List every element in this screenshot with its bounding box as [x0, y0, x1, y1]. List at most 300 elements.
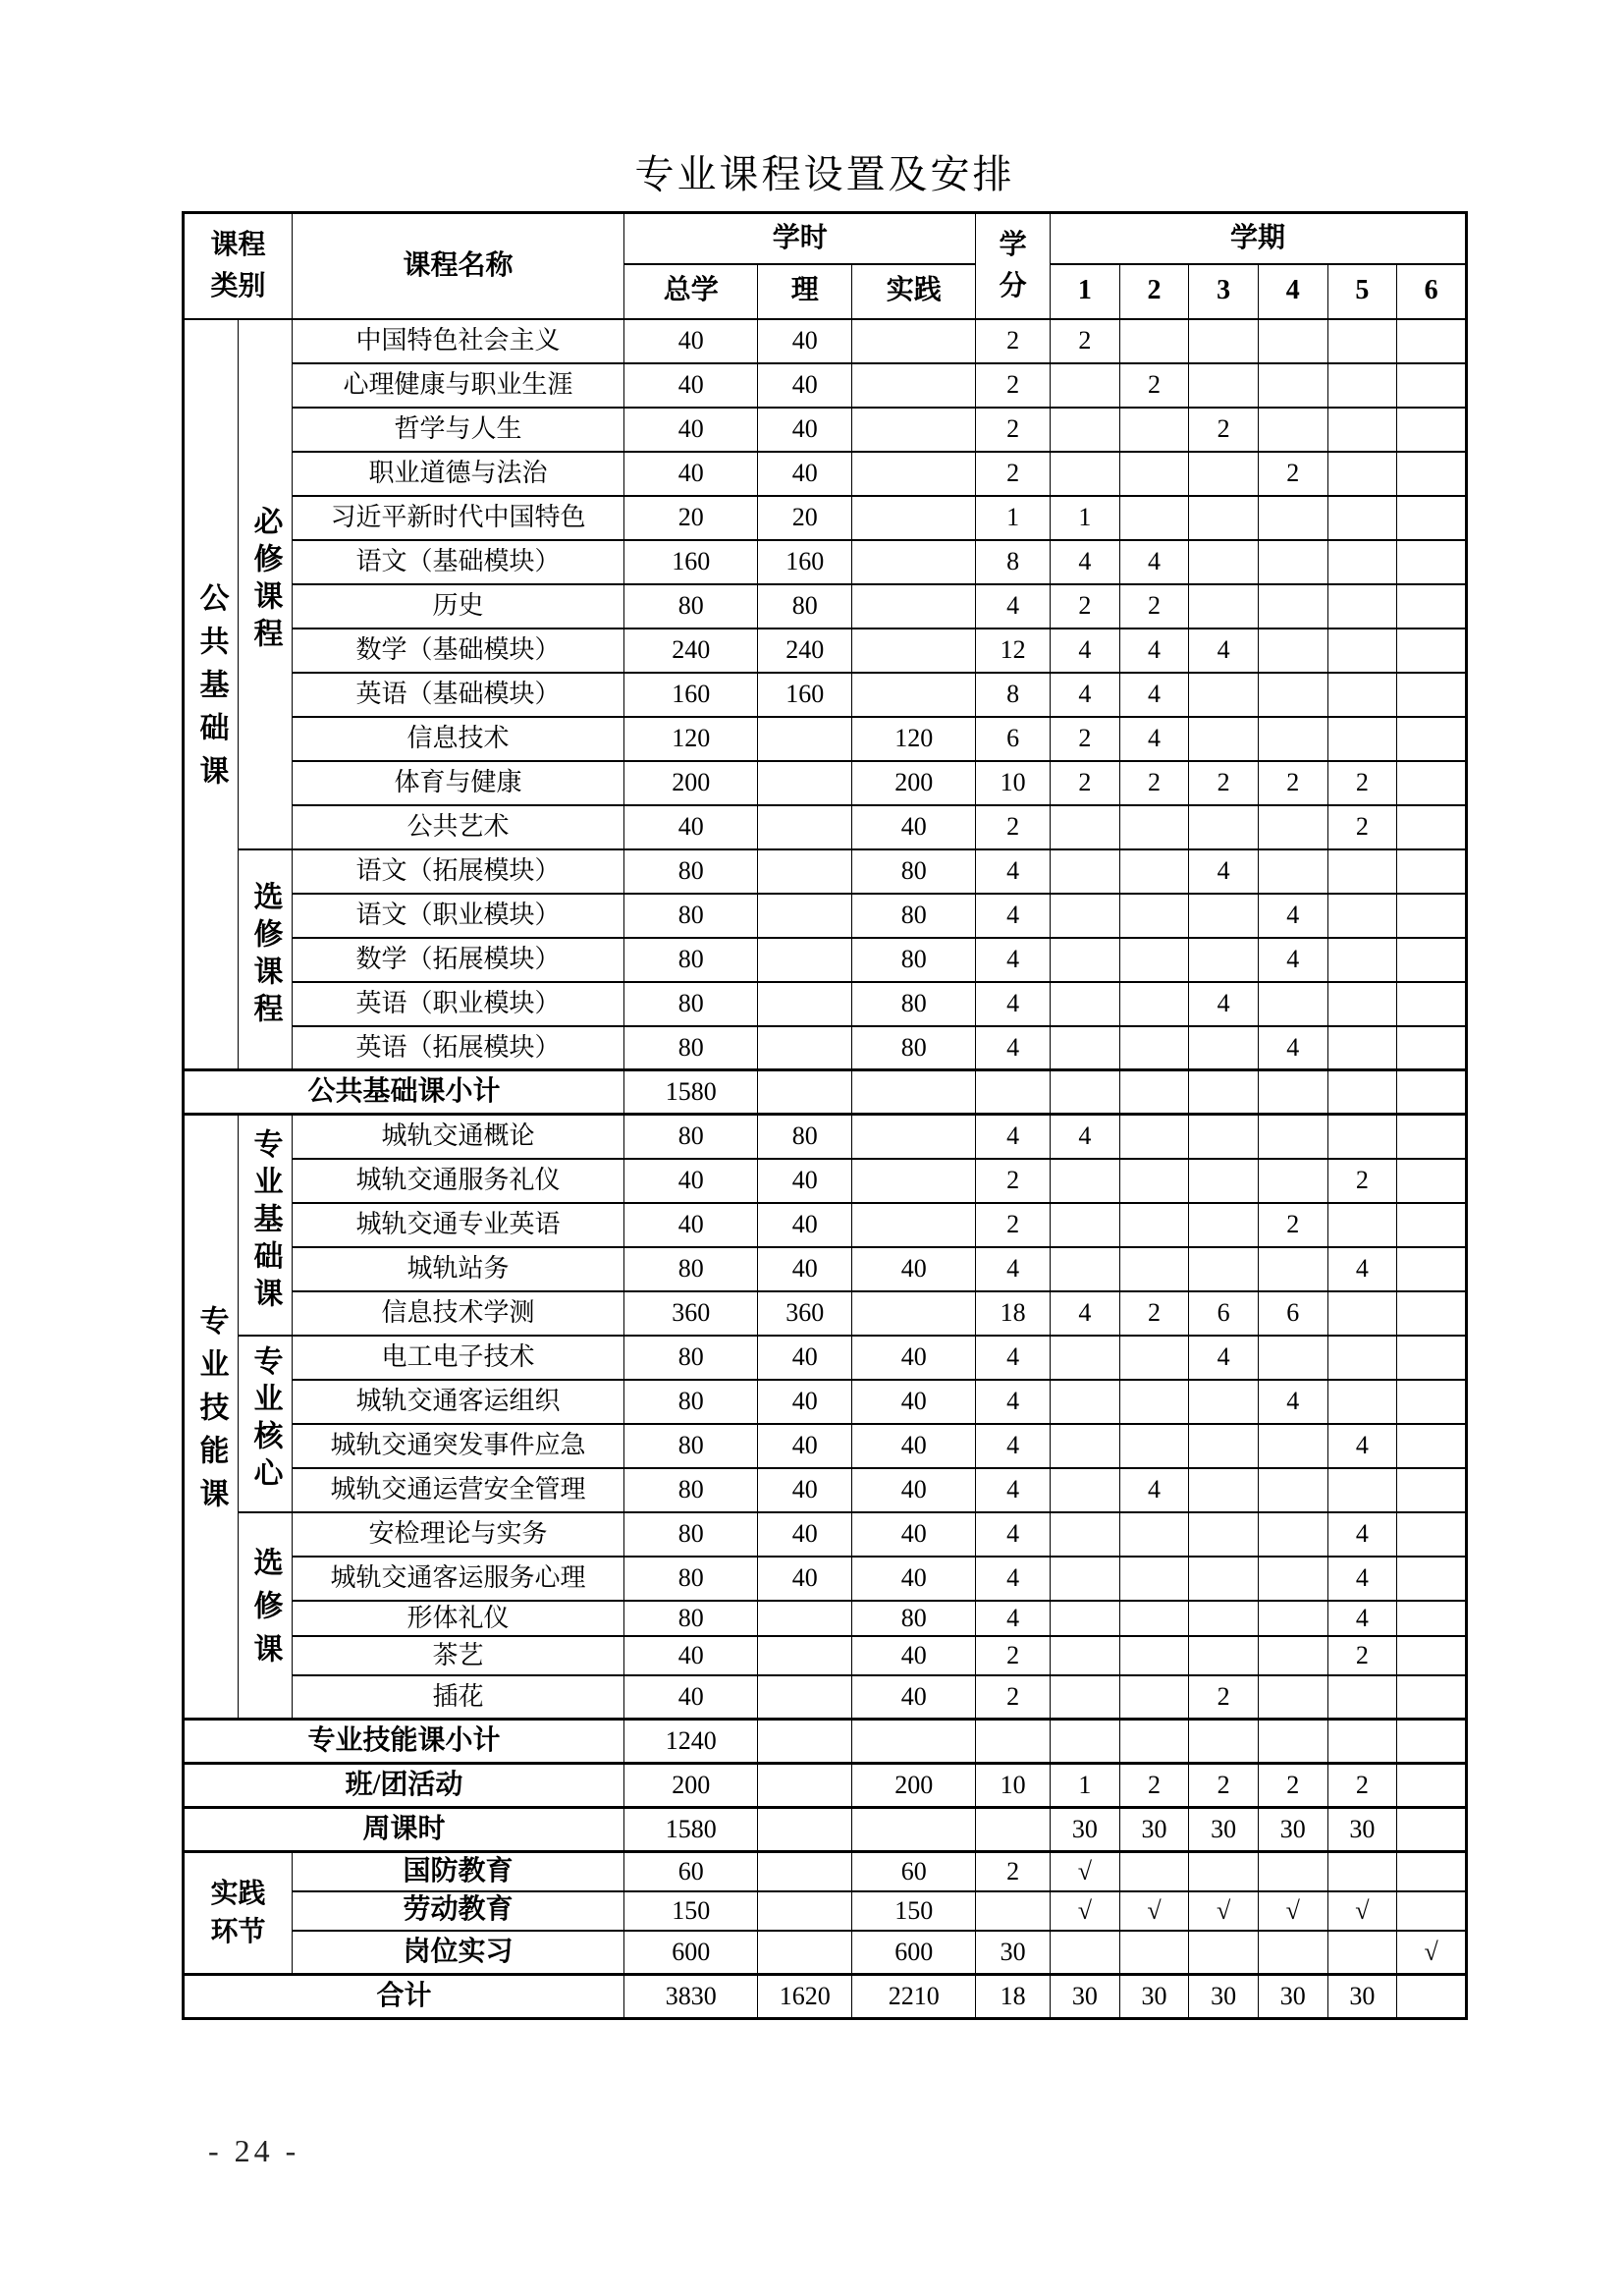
cell: 600: [624, 1931, 758, 1975]
header-sem-3: 3: [1189, 264, 1259, 319]
cell: 200: [852, 761, 976, 805]
cell: 80: [624, 982, 758, 1026]
cell: [1397, 452, 1467, 496]
cell: [758, 982, 852, 1026]
course-name-cell: 劳动教育: [293, 1891, 624, 1931]
course-name-cell: 英语（基础模块）: [293, 673, 624, 717]
cell: 200: [624, 1764, 758, 1808]
group-skill-label: [184, 1115, 239, 1720]
cell: 4: [1327, 1424, 1397, 1468]
cell: [758, 1601, 852, 1636]
cell: [1119, 1557, 1189, 1601]
row-label: 班/团活动: [184, 1764, 624, 1808]
table-row: [184, 1424, 1467, 1468]
course-name-cell: 茶艺: [293, 1636, 624, 1675]
cell: [976, 1070, 1051, 1115]
cell: 4: [976, 1468, 1051, 1512]
table-row: [184, 1601, 1467, 1636]
cell: 2: [976, 363, 1051, 408]
header-sem-6: 6: [1397, 264, 1467, 319]
cell: 2: [1327, 1636, 1397, 1675]
cell: √: [1327, 1891, 1397, 1931]
group-label-text: 公共基础课: [194, 582, 228, 799]
course-name-cell: 城轨交通客运服务心理: [293, 1557, 624, 1601]
cell: [1327, 1380, 1397, 1424]
course-name-cell: 城轨交通客运组织: [293, 1380, 624, 1424]
cell: [1119, 1115, 1189, 1159]
cell: 40: [852, 1424, 976, 1468]
subtotal-label: 专业技能课小计: [184, 1720, 624, 1764]
cell: 40: [624, 319, 758, 363]
cell: [1397, 805, 1467, 849]
cell: 4: [1119, 629, 1189, 673]
cell: [1327, 1070, 1397, 1115]
cell: 80: [624, 1336, 758, 1380]
cell: 2: [976, 319, 1051, 363]
cell: 30: [1119, 1808, 1189, 1852]
cell: 80: [852, 1026, 976, 1070]
cell: [1258, 363, 1327, 408]
cell: 4: [1189, 849, 1259, 894]
cell: [1397, 1203, 1467, 1247]
cell: [1327, 1720, 1397, 1764]
cell: [1119, 1336, 1189, 1380]
cell: [1397, 1026, 1467, 1070]
cell: [1327, 849, 1397, 894]
header-semester: 学期: [1051, 213, 1467, 264]
cell: [1397, 363, 1467, 408]
table-row: [184, 805, 1467, 849]
cell: [852, 1159, 976, 1203]
table-row: [184, 629, 1467, 673]
cell: [1327, 1852, 1397, 1891]
cell: 30: [1119, 1975, 1189, 2019]
cell: [1189, 1115, 1259, 1159]
cell: [758, 1675, 852, 1720]
cell: [1189, 1026, 1259, 1070]
cell: 40: [758, 1203, 852, 1247]
cell: 2: [1327, 761, 1397, 805]
table-row: [184, 1336, 1467, 1380]
cell: [1397, 584, 1467, 629]
cell: 2: [976, 1852, 1051, 1891]
cell: 40: [852, 1247, 976, 1291]
cell: 40: [852, 805, 976, 849]
cell: [852, 673, 976, 717]
cell: 4: [976, 1601, 1051, 1636]
cell: 4: [1051, 1115, 1120, 1159]
cell: 40: [624, 1203, 758, 1247]
course-name-cell: 形体礼仪: [293, 1601, 624, 1636]
cell: [1051, 1636, 1120, 1675]
total-row: [184, 1975, 1467, 2019]
cell: [1119, 1203, 1189, 1247]
cell: 4: [976, 1424, 1051, 1468]
cell: [1119, 1159, 1189, 1203]
cell: √: [1119, 1891, 1189, 1931]
cell: [1258, 1247, 1327, 1291]
cell: [1258, 540, 1327, 584]
group-label-text: 专业基础课: [248, 1127, 282, 1315]
cell: 40: [758, 1380, 852, 1424]
cell: [852, 452, 976, 496]
cell: 2: [1051, 717, 1120, 761]
cell: 4: [976, 1247, 1051, 1291]
table-row: [184, 1203, 1467, 1247]
cell: [976, 1808, 1051, 1852]
cell: [1051, 1203, 1120, 1247]
cell: 4: [1119, 540, 1189, 584]
table-row: [184, 1852, 1467, 1891]
cell: [1397, 1891, 1467, 1931]
cell: 2: [1119, 363, 1189, 408]
cell: [1189, 319, 1259, 363]
header-sem-2: 2: [1119, 264, 1189, 319]
cell: [1189, 1247, 1259, 1291]
cell: [1397, 1675, 1467, 1720]
cell: [1189, 1720, 1259, 1764]
curriculum-table: [182, 211, 1468, 2020]
table-row: [184, 408, 1467, 452]
cell: 40: [624, 452, 758, 496]
cell: [1397, 1557, 1467, 1601]
cell: [1397, 1115, 1467, 1159]
cell: [1397, 319, 1467, 363]
cell: 4: [1258, 894, 1327, 938]
cell: 1: [976, 496, 1051, 540]
cell: 4: [1119, 1468, 1189, 1512]
cell: [1051, 1675, 1120, 1720]
table-row: [184, 1931, 1467, 1975]
cell: [1051, 452, 1120, 496]
course-name-cell: 城轨站务: [293, 1247, 624, 1291]
course-name-cell: 城轨交通专业英语: [293, 1203, 624, 1247]
table-row: [184, 452, 1467, 496]
course-name-cell: 职业道德与法治: [293, 452, 624, 496]
cell: [852, 629, 976, 673]
cell: [976, 1720, 1051, 1764]
cell: [1258, 496, 1327, 540]
subtotal-label: 公共基础课小计: [184, 1070, 624, 1115]
cell: [852, 319, 976, 363]
cell: 4: [1051, 629, 1120, 673]
cell: 4: [1189, 629, 1259, 673]
cell: [1397, 849, 1467, 894]
cell: [1189, 1557, 1259, 1601]
table-row: [184, 982, 1467, 1026]
course-name-cell: 安检理论与实务: [293, 1512, 624, 1557]
cell: 30: [1327, 1975, 1397, 2019]
cell: [1258, 1557, 1327, 1601]
cell: [1258, 805, 1327, 849]
course-name-cell: 英语（拓展模块）: [293, 1026, 624, 1070]
cell: [1189, 1512, 1259, 1557]
cell: [1397, 1636, 1467, 1675]
cell: [758, 894, 852, 938]
course-name-cell: 语文（职业模块）: [293, 894, 624, 938]
table-row: [184, 1512, 1467, 1557]
cell: [1258, 319, 1327, 363]
cell: [1258, 982, 1327, 1026]
cell: [1327, 894, 1397, 938]
cell: 40: [852, 1636, 976, 1675]
cell: 2: [1119, 1291, 1189, 1336]
cell: [1258, 1159, 1327, 1203]
cell: 40: [624, 805, 758, 849]
course-name-cell: 心理健康与职业生涯: [293, 363, 624, 408]
cell: 80: [624, 894, 758, 938]
cell: [852, 540, 976, 584]
cell: 40: [852, 1512, 976, 1557]
cell: 40: [758, 1159, 852, 1203]
cell: √: [1051, 1852, 1120, 1891]
cell: [1119, 1931, 1189, 1975]
cell: 40: [758, 1512, 852, 1557]
cell: 2: [1258, 761, 1327, 805]
cell: 150: [624, 1891, 758, 1931]
group-label-text: 选修课: [248, 1547, 282, 1677]
table-row: [184, 673, 1467, 717]
cell: [852, 1808, 976, 1852]
cell: [1119, 1026, 1189, 1070]
cell: 4: [976, 1512, 1051, 1557]
cell: [1397, 1291, 1467, 1336]
cell: [1189, 717, 1259, 761]
cell: [1051, 849, 1120, 894]
cell: 10: [976, 761, 1051, 805]
cell: 120: [624, 717, 758, 761]
cell: [1189, 1380, 1259, 1424]
cell: [852, 1291, 976, 1336]
table-row: [184, 849, 1467, 894]
cell: 80: [852, 1601, 976, 1636]
cell: 4: [976, 1026, 1051, 1070]
cell: [1189, 1636, 1259, 1675]
cell: 80: [624, 849, 758, 894]
course-name-cell: 信息技术: [293, 717, 624, 761]
course-name-cell: 中国特色社会主义: [293, 319, 624, 363]
cell: √: [1397, 1931, 1467, 1975]
header-hours: 学时: [624, 213, 976, 264]
cell: [1327, 540, 1397, 584]
course-name-cell: 公共艺术: [293, 805, 624, 849]
cell: 80: [852, 849, 976, 894]
cell: [1397, 1852, 1467, 1891]
cell: [1327, 1203, 1397, 1247]
cell: 2: [1327, 805, 1397, 849]
cell: [1327, 452, 1397, 496]
cell: 80: [758, 1115, 852, 1159]
cell: [1397, 1468, 1467, 1512]
group-skill-core-label: [238, 1336, 293, 1512]
cell: 2: [1327, 1764, 1397, 1808]
cell: [1327, 363, 1397, 408]
cell: [1327, 1115, 1397, 1159]
cell: 30: [976, 1931, 1051, 1975]
cell: [1258, 673, 1327, 717]
course-name-cell: 国防教育: [293, 1852, 624, 1891]
cell: [1397, 1975, 1467, 2019]
cell: 2: [1327, 1159, 1397, 1203]
table-row: [184, 717, 1467, 761]
cell: [852, 363, 976, 408]
table-row: [184, 1636, 1467, 1675]
course-name-cell: 信息技术学测: [293, 1291, 624, 1336]
cell: 2: [976, 1159, 1051, 1203]
cell: [1327, 629, 1397, 673]
cell: 2: [1189, 761, 1259, 805]
cell: [1189, 673, 1259, 717]
table-row: [184, 540, 1467, 584]
cell: [1189, 540, 1259, 584]
table-row: [184, 319, 1467, 363]
cell: [758, 1636, 852, 1675]
cell: [1327, 496, 1397, 540]
cell: 40: [758, 319, 852, 363]
cell: 4: [1051, 673, 1120, 717]
cell: 40: [758, 1424, 852, 1468]
group-skill-base-label: [238, 1115, 293, 1336]
cell: 40: [624, 1159, 758, 1203]
cell: [1051, 1931, 1120, 1975]
cell: 40: [852, 1380, 976, 1424]
cell: [1397, 1380, 1467, 1424]
course-name-cell: 城轨交通突发事件应急: [293, 1424, 624, 1468]
cell: [1258, 1720, 1327, 1764]
cell: [758, 849, 852, 894]
cell: [852, 408, 976, 452]
course-name-cell: 哲学与人生: [293, 408, 624, 452]
cell: 4: [1258, 1026, 1327, 1070]
cell: 80: [624, 1026, 758, 1070]
cell: [1051, 805, 1120, 849]
cell: [758, 1808, 852, 1852]
cell: 200: [852, 1764, 976, 1808]
course-name-cell: 英语（职业模块）: [293, 982, 624, 1026]
cell: [1051, 1247, 1120, 1291]
table-row: [184, 1159, 1467, 1203]
subtotal-row-public: [184, 1070, 1467, 1115]
cell: [1327, 1026, 1397, 1070]
cell: [1189, 1203, 1259, 1247]
cell: [1397, 1070, 1467, 1115]
group-label-text: 实践环节: [210, 1878, 266, 1947]
cell: [1119, 452, 1189, 496]
cell: 360: [758, 1291, 852, 1336]
cell: [1119, 1675, 1189, 1720]
table-row: [184, 496, 1467, 540]
cell: 4: [1119, 673, 1189, 717]
cell: 40: [624, 408, 758, 452]
cell: [852, 584, 976, 629]
cell: 4: [1258, 1380, 1327, 1424]
cell: [1258, 717, 1327, 761]
cell: [1397, 894, 1467, 938]
header-credits-label: 学分: [999, 229, 1027, 301]
cell: [1258, 1115, 1327, 1159]
cell: [1189, 584, 1259, 629]
cell: 40: [852, 1557, 976, 1601]
cell: √: [1189, 1891, 1259, 1931]
cell: 30: [1258, 1975, 1327, 2019]
header-row-1: [184, 213, 1467, 264]
cell: 150: [852, 1891, 976, 1931]
table-row: [184, 1557, 1467, 1601]
cell: 80: [758, 584, 852, 629]
cell: 80: [852, 982, 976, 1026]
cell: [1051, 363, 1120, 408]
cell: [1397, 1247, 1467, 1291]
cell: [1397, 1808, 1467, 1852]
cell: 4: [976, 938, 1051, 982]
cell: 1620: [758, 1975, 852, 2019]
cell: 40: [624, 363, 758, 408]
cell: √: [1051, 1891, 1120, 1931]
cell: [1051, 982, 1120, 1026]
cell: 4: [976, 1336, 1051, 1380]
cell: [758, 1931, 852, 1975]
cell: [1051, 1070, 1120, 1115]
subtotal-row-skill: [184, 1720, 1467, 1764]
cell: 8: [976, 540, 1051, 584]
cell: [1051, 894, 1120, 938]
cell: 2: [1189, 1675, 1259, 1720]
table-row: [184, 938, 1467, 982]
cell: [1258, 1636, 1327, 1675]
cell: 2: [1189, 1764, 1259, 1808]
cell: [852, 496, 976, 540]
page-number: - 24 -: [208, 2133, 300, 2168]
cell: 4: [1327, 1601, 1397, 1636]
cell: 600: [852, 1931, 976, 1975]
cell: [1397, 1764, 1467, 1808]
cell: 2210: [852, 1975, 976, 2019]
cell: [1189, 1601, 1259, 1636]
cell: [1189, 805, 1259, 849]
cell: [1258, 1468, 1327, 1512]
cell: 4: [1327, 1512, 1397, 1557]
cell: 18: [976, 1291, 1051, 1336]
cell: 1: [1051, 496, 1120, 540]
cell: [1397, 717, 1467, 761]
cell: 80: [852, 894, 976, 938]
cell: 1580: [624, 1808, 758, 1852]
cell: 2: [1119, 761, 1189, 805]
cell: [1258, 1931, 1327, 1975]
cell: 2: [1258, 1764, 1327, 1808]
cell: 4: [976, 982, 1051, 1026]
table-row: [184, 1026, 1467, 1070]
cell: [1258, 629, 1327, 673]
cell: 30: [1051, 1975, 1120, 2019]
cell: 160: [624, 673, 758, 717]
cell: 40: [852, 1675, 976, 1720]
cell: [1119, 1512, 1189, 1557]
cell: 4: [1258, 938, 1327, 982]
cell: 4: [1051, 1291, 1120, 1336]
cell: [1327, 1336, 1397, 1380]
course-name-cell: 城轨交通运营安全管理: [293, 1468, 624, 1512]
cell: 120: [852, 717, 976, 761]
group-practice-block-label: [184, 1852, 293, 1975]
cell: [1258, 1601, 1327, 1636]
cell: [1119, 1601, 1189, 1636]
cell: 2: [1119, 584, 1189, 629]
cell: 40: [852, 1468, 976, 1512]
cell: [1258, 1070, 1327, 1115]
cell: [1258, 584, 1327, 629]
cell: [1189, 1424, 1259, 1468]
